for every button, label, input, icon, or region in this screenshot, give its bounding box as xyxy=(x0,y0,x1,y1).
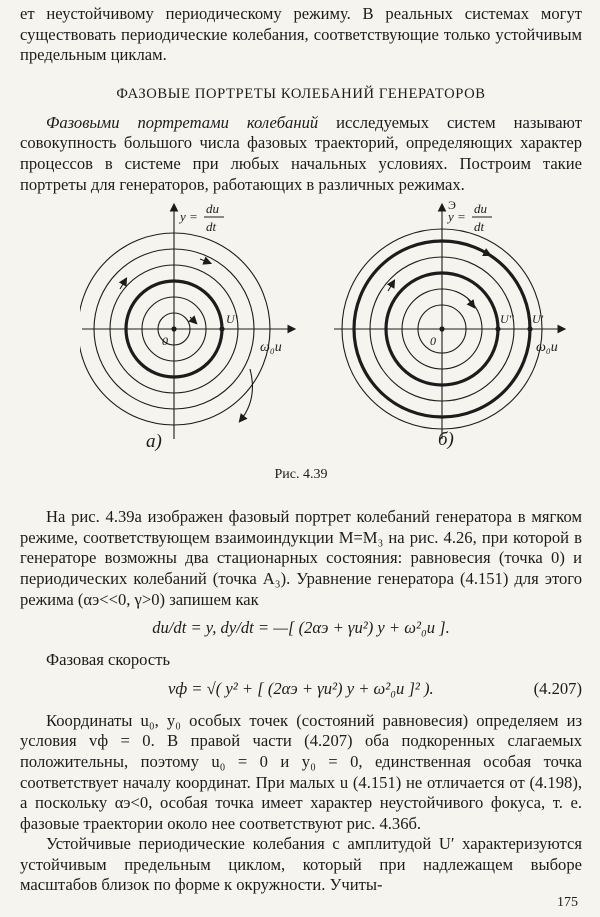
paragraph-1: На рис. 4.39а изображен фазовый портрет колебаний генератора в мягком режиме, соответствующем взаимоиндукции M=M₃ на рис. 4.26, при которой в генераторе возможны два стационарных состояния: равновесия (точка 0) и периодических колебаний (точка A₃). Уравнение генератора (4.151) для этого режима (αэ<<0, γ>0) запишем как xyxy=(20,507,582,609)
axis-x-label: ω₀u xyxy=(260,340,282,356)
point-label-u1: U' xyxy=(532,312,544,327)
figures xyxy=(20,199,582,467)
point-label-u2: U'' xyxy=(500,312,514,327)
paragraph-3: Устойчивые периодические колебания с амплитудой U′ характеризуются устойчивым предельным циклом, который при надлежащем выборе масштабов близок по форме к окружности. Учиты- xyxy=(20,834,582,895)
origin-label: 0 xyxy=(162,334,168,349)
intro-paragraph xyxy=(20,113,582,195)
frac-num: du xyxy=(206,201,219,217)
label-b: б) xyxy=(438,429,454,451)
intro-rest: исследуемых систем называют совокупность большого числа фазовых траекторий, определяющих характер процессов в системе при любых начальных условиях. Построим такие портреты для генераторов, работающих в различных режимах. xyxy=(20,112,582,194)
phase-portrait-b xyxy=(328,199,568,459)
section-heading: ФАЗОВЫЕ ПОРТРЕТЫ КОЛЕБАНИЙ ГЕНЕРАТОРОВ xyxy=(116,85,486,102)
frac-den-b: dt xyxy=(474,219,485,235)
page-content xyxy=(20,4,582,896)
origin-label-b: 0 xyxy=(430,334,436,349)
frac-den: dt xyxy=(206,219,217,235)
axis-x-label-b: ω₀u xyxy=(536,340,558,356)
equation-2: vф = √( y² + [ (2αэ + γu²) y + ω²₀u ]² ). xyxy=(168,678,434,698)
frac-num-b: du xyxy=(474,201,487,217)
figure-caption: Рис. 4.39 xyxy=(274,467,328,483)
page-number: 175 xyxy=(557,895,578,910)
axis-y-label-b: y = xyxy=(448,209,466,225)
equation-2-row xyxy=(20,675,582,703)
paragraph-2: Координаты u₀, y₀ особых точек (состояний равновесия) определяем из условия vф = 0. В правой части (4.207) оба подкоренных слагаемых положительны, поэтому u₀ = 0 и y₀ = 0, единственная особая точка соответствует началу координат. При малых u (4.151) не отличается от (4.198), а поскольку αэ<0, особая точка имеет характер неустойчивого фокуса, т. е. фазовые траектории около нее соответствуют рис. 4.36б. xyxy=(20,710,582,833)
text-top: ет неустойчивому периодическому режиму. В реальных системах могут существовать периодические колебания, соответствующие только устойчивым предельным циклам. xyxy=(20,4,582,65)
equation-2-number: (4.207) xyxy=(533,678,582,698)
extra-mark-b: Э xyxy=(448,199,456,213)
label-speed: Фазовая скорость xyxy=(46,650,171,670)
label-a: а) xyxy=(146,431,162,453)
figure-a xyxy=(80,199,300,464)
phase-portrait-a xyxy=(80,199,300,459)
figure-b xyxy=(328,199,568,464)
point-label-u: U' xyxy=(226,312,238,327)
intro-term: Фазовыми портретами колебаний xyxy=(46,112,319,132)
equation-1: du/dt = y, dy/dt = —[ (2αэ + γu²) y + ω²₀u ]. xyxy=(152,618,450,638)
axis-y-label: y = xyxy=(180,209,198,225)
